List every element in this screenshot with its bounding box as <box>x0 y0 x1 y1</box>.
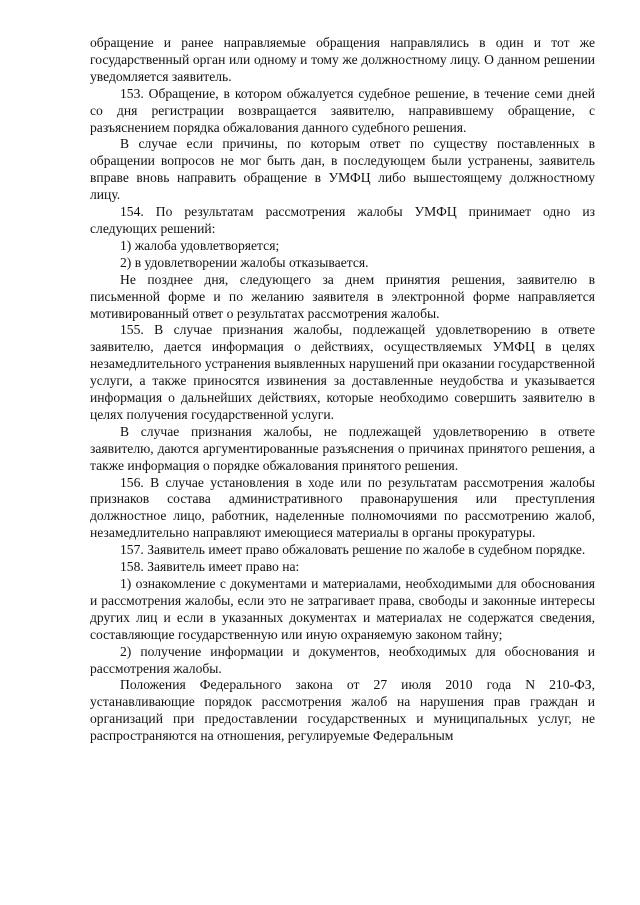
paragraph-154-item-1: 1) жалоба удовлетворяется; <box>120 237 280 253</box>
document-page <box>90 35 595 745</box>
paragraph-155-rejection: В случае признания жалобы, не подлежащей удовлетворению в ответе заявителю, даются аргументированные разъяснения о причинах принятого решения, а также информация о порядке обжалования принятого решения. <box>90 423 595 473</box>
paragraph-154-response: Не позднее дня, следующего за днем принятия решения, заявителю в письменной форме и по желанию заявителя в электронной форме направляется мотивированный ответ о результатах рассмотрения жалобы. <box>90 271 595 321</box>
paragraph-154: 154. По результатам рассмотрения жалобы УМФЦ принимает одно из следующих решений: <box>90 204 595 236</box>
paragraph-158: 158. Заявитель имеет право на: <box>120 559 300 575</box>
paragraph-federal-law: Положения Федерального закона от 27 июля 2010 года N 210-ФЗ, устанавливающие порядок рассмотрения жалоб на нарушения прав граждан и организаций при предоставлении государственных и муниципальных услуг, не распространяются на отношения, регулируемые Федеральным <box>90 677 595 744</box>
paragraph-continuation: обращение и ранее направляемые обращения направлялись в один и тот же государственный орган или одному и тому же должностному лицу. О данном решении уведомляется заявитель. <box>90 35 595 84</box>
paragraph-157: 157. Заявитель имеет право обжаловать решение по жалобе в судебном порядке. <box>120 542 586 558</box>
paragraph-155: 155. В случае признания жалобы, подлежащей удовлетворению в ответе заявителю, дается информация о действиях, осуществляемых УМФЦ в целях незамедлительного устранения выявленных нарушений при оказании государственной услуги, а также приносятся извинения за доставленные неудобства и указывается информация о дальнейших действиях, которые необходимо совершить заявителю в целях получения государственной услуги. <box>90 322 595 422</box>
paragraph-153: 153. Обращение, в котором обжалуется судебное решение, в течение семи дней со дня регистрации возвращается заявителю, направившему обращение, с разъяснением порядка обжалования данного судебного решения. <box>90 85 595 135</box>
paragraph-156: 156. В случае установления в ходе или по результатам рассмотрения жалобы признаков состава административного правонарушения или преступления должностное лицо, работник, наделенные полномочиями по рассмотрению жалоб, незамедлительно направляют имеющиеся материалы в органы прокуратуры. <box>90 474 595 541</box>
paragraph-154-item-2: 2) в удовлетворении жалобы отказывается. <box>120 254 369 270</box>
paragraph-153-repeat-appeal: В случае если причины, по которым ответ по существу поставленных в обращении вопросов не мог быть дан, в последующем были устранены, заявитель вправе вновь направить обращение в УМФЦ либо вышестоящему должностному лицу. <box>90 136 595 203</box>
paragraph-158-item-2: 2) получение информации и документов, необходимых для обоснования и рассмотрения жалобы. <box>90 643 595 676</box>
paragraph-158-item-1: 1) ознакомление с документами и материалами, необходимыми для обоснования и рассмотрения жалобы, если это не затрагивает права, свободы и законные интересы других лиц и если в указанных документах и материалах не содержатся сведения, составляющие государственную или иную охраняемую законом тайну; <box>90 576 595 642</box>
